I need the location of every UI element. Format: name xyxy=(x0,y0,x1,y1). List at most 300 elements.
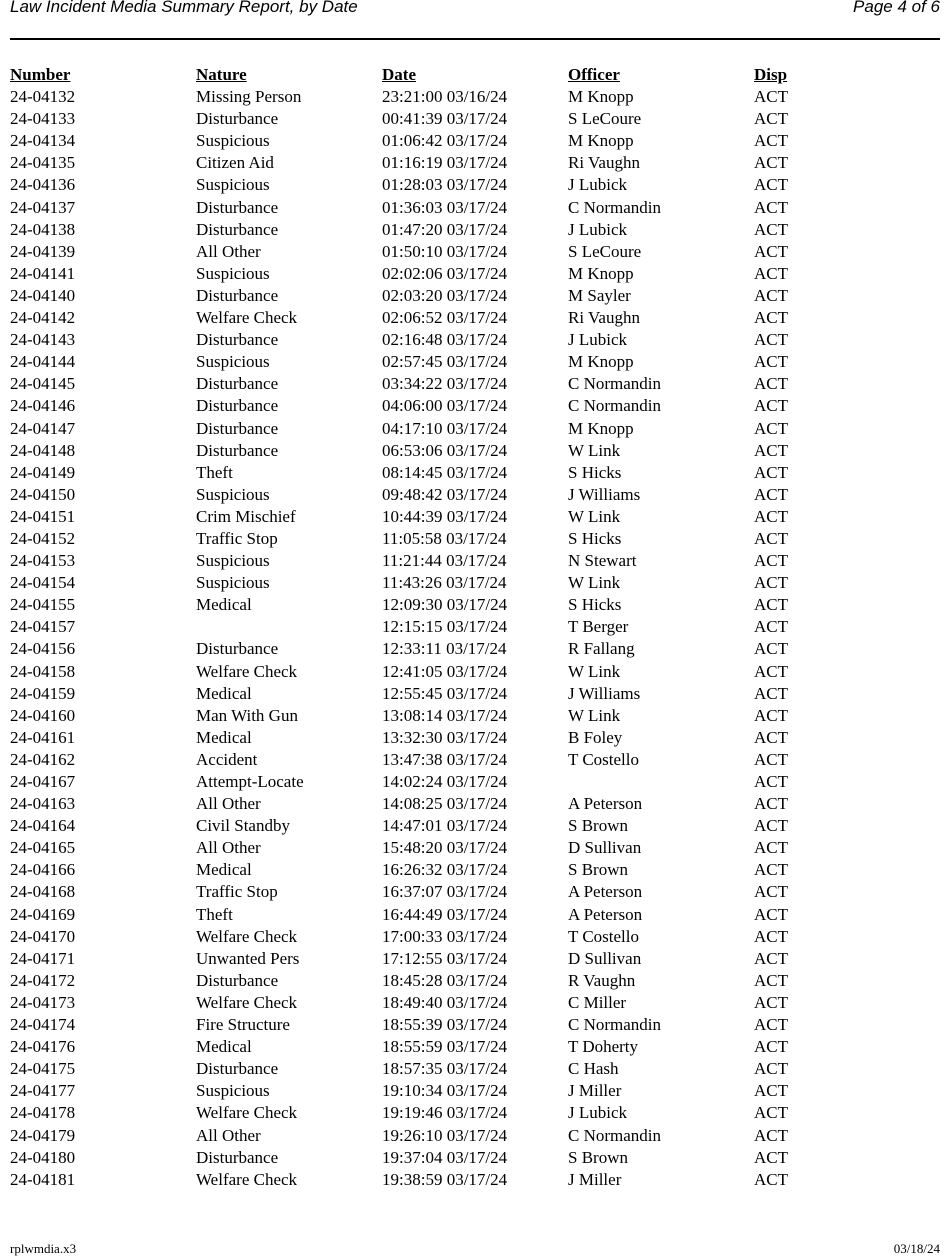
incident-number-cell: 24-04165 xyxy=(10,838,76,858)
date-time-cell: 11:43:26 03/17/24 xyxy=(382,573,507,593)
header-rule xyxy=(10,38,940,40)
table-row xyxy=(10,285,940,307)
incident-number-cell: 24-04180 xyxy=(10,1147,76,1167)
column-header-nature: Nature xyxy=(196,65,247,84)
nature-cell: Suspicious xyxy=(196,131,270,151)
disposition-cell: ACT xyxy=(754,1081,788,1101)
nature-cell: Suspicious xyxy=(196,573,270,593)
table-row xyxy=(10,859,940,881)
nature-cell: Suspicious xyxy=(196,484,270,504)
nature-cell: Traffic Stop xyxy=(196,882,278,902)
nature-cell: Disturbance xyxy=(196,219,279,239)
table-row xyxy=(10,815,940,837)
incident-number-cell: 24-04161 xyxy=(10,727,76,747)
officer-cell: S Brown xyxy=(568,816,628,836)
disposition-cell: ACT xyxy=(754,219,788,239)
disposition-cell: ACT xyxy=(754,528,788,548)
incident-number-cell: 24-04154 xyxy=(10,573,76,593)
officer-cell: J Miller xyxy=(568,1081,622,1101)
officer-cell: C Hash xyxy=(568,1059,619,1079)
incident-number-cell: 24-04164 xyxy=(10,816,76,836)
table-row xyxy=(10,1147,940,1169)
table-row xyxy=(10,904,940,926)
officer-cell: W Link xyxy=(568,705,621,725)
date-time-cell: 18:49:40 03/17/24 xyxy=(382,992,508,1012)
nature-cell: Crim Mischief xyxy=(196,506,296,526)
disposition-cell: ACT xyxy=(754,440,788,460)
incident-number-cell: 24-04135 xyxy=(10,153,76,173)
disposition-cell: ACT xyxy=(754,506,788,526)
disposition-cell: ACT xyxy=(754,926,788,946)
table-row xyxy=(10,705,940,727)
officer-cell: C Normandin xyxy=(568,1125,662,1145)
incident-number-cell: 24-04168 xyxy=(10,882,76,902)
incident-number-cell: 24-04175 xyxy=(10,1059,76,1079)
officer-cell: R Vaughn xyxy=(568,970,636,990)
disposition-cell: ACT xyxy=(754,772,788,791)
incident-number-cell: 24-04153 xyxy=(10,551,76,571)
disposition-cell: ACT xyxy=(754,617,788,637)
date-time-cell: 09:48:42 03/17/24 xyxy=(382,484,508,504)
table-row xyxy=(10,1102,940,1124)
nature-cell: Medical xyxy=(196,860,252,880)
nature-cell: Medical xyxy=(196,727,252,747)
officer-cell: W Link xyxy=(568,573,621,593)
table-row xyxy=(10,616,940,638)
date-time-cell: 11:21:44 03/17/24 xyxy=(382,551,507,571)
date-time-cell: 02:57:45 03/17/24 xyxy=(382,352,508,372)
date-time-cell: 14:02:24 03/17/24 xyxy=(382,772,508,791)
date-time-cell: 02:03:20 03/17/24 xyxy=(382,285,508,305)
nature-cell: Welfare Check xyxy=(196,926,298,946)
table-row xyxy=(10,174,940,196)
incident-number-cell: 24-04167 xyxy=(10,772,76,791)
incident-number-cell: 24-04142 xyxy=(10,308,76,328)
table-row xyxy=(10,395,940,417)
date-time-cell: 12:33:11 03/17/24 xyxy=(382,639,507,659)
officer-cell: C Normandin xyxy=(568,197,662,217)
date-time-cell: 11:05:58 03/17/24 xyxy=(382,528,507,548)
incident-table xyxy=(10,64,940,1191)
disposition-cell: ACT xyxy=(754,352,788,372)
nature-cell: Medical xyxy=(196,595,252,615)
table-row xyxy=(10,1080,940,1102)
incident-number-cell: 24-04132 xyxy=(10,87,76,107)
table-row xyxy=(10,241,940,263)
table-row xyxy=(10,351,940,373)
nature-cell: Disturbance xyxy=(196,330,279,350)
incident-number-cell: 24-04157 xyxy=(10,617,76,637)
date-time-cell: 03:34:22 03/17/24 xyxy=(382,374,508,394)
officer-cell: W Link xyxy=(568,440,621,460)
incident-number-cell: 24-04146 xyxy=(10,396,76,416)
nature-cell: Suspicious xyxy=(196,263,270,283)
nature-cell: Disturbance xyxy=(196,396,279,416)
nature-cell: Welfare Check xyxy=(196,1103,298,1123)
disposition-cell: ACT xyxy=(754,882,788,902)
disposition-cell: ACT xyxy=(754,1103,788,1123)
date-time-cell: 12:55:45 03/17/24 xyxy=(382,683,508,703)
disposition-cell: ACT xyxy=(754,153,788,173)
date-time-cell: 15:48:20 03/17/24 xyxy=(382,838,508,858)
table-row xyxy=(10,594,940,616)
table-row xyxy=(10,373,940,395)
date-time-cell: 00:41:39 03/17/24 xyxy=(382,109,508,129)
date-time-cell: 13:47:38 03/17/24 xyxy=(382,749,508,769)
officer-cell: W Link xyxy=(568,506,621,526)
table-row xyxy=(10,638,940,660)
table-row xyxy=(10,881,940,903)
table-row xyxy=(10,130,940,152)
incident-number-cell: 24-04137 xyxy=(10,197,76,217)
table-row xyxy=(10,771,940,793)
nature-cell: Fire Structure xyxy=(196,1015,290,1035)
officer-cell: J Williams xyxy=(568,683,641,703)
incident-number-cell: 24-04141 xyxy=(10,263,76,283)
incident-number-cell: 24-04138 xyxy=(10,219,76,239)
incident-number-cell: 24-04174 xyxy=(10,1015,76,1035)
incident-number-cell: 24-04151 xyxy=(10,506,76,526)
officer-cell: C Normandin xyxy=(568,1015,662,1035)
date-time-cell: 16:37:07 03/17/24 xyxy=(382,882,508,902)
nature-cell: Medical xyxy=(196,683,252,703)
officer-cell: A Peterson xyxy=(568,882,643,902)
nature-cell: Welfare Check xyxy=(196,308,298,328)
disposition-cell: ACT xyxy=(754,551,788,571)
incident-number-cell: 24-04163 xyxy=(10,794,76,814)
officer-cell: J Miller xyxy=(568,1169,622,1189)
incident-number-cell: 24-04177 xyxy=(10,1081,76,1101)
disposition-cell: ACT xyxy=(754,1169,788,1189)
nature-cell: All Other xyxy=(196,1125,261,1145)
table-row xyxy=(10,749,940,771)
incident-number-cell: 24-04156 xyxy=(10,639,76,659)
officer-cell: J Lubick xyxy=(568,175,628,195)
table-row xyxy=(10,1169,940,1191)
table-row xyxy=(10,418,940,440)
table-row xyxy=(10,992,940,1014)
table-row xyxy=(10,1125,940,1147)
nature-cell: Welfare Check xyxy=(196,1169,298,1189)
table-row xyxy=(10,970,940,992)
table-row xyxy=(10,837,940,859)
table-row xyxy=(10,219,940,241)
disposition-cell: ACT xyxy=(754,749,788,769)
nature-cell: Disturbance xyxy=(196,197,279,217)
nature-cell: Welfare Check xyxy=(196,661,298,681)
incident-number-cell: 24-04178 xyxy=(10,1103,76,1123)
disposition-cell: ACT xyxy=(754,1059,788,1079)
incident-number-cell: 24-04162 xyxy=(10,749,76,769)
incident-number-cell: 24-04166 xyxy=(10,860,76,880)
date-time-cell: 01:47:20 03/17/24 xyxy=(382,219,508,239)
nature-cell: Civil Standby xyxy=(196,816,290,836)
incident-number-cell: 24-04143 xyxy=(10,330,76,350)
nature-cell: Disturbance xyxy=(196,418,279,438)
officer-cell: C Miller xyxy=(568,992,627,1012)
officer-cell: A Peterson xyxy=(568,794,643,814)
date-time-cell: 18:55:59 03/17/24 xyxy=(382,1037,508,1057)
date-time-cell: 23:21:00 03/16/24 xyxy=(382,87,508,107)
officer-cell: J Lubick xyxy=(568,219,628,239)
officer-cell: S Hicks xyxy=(568,528,622,548)
disposition-cell: ACT xyxy=(754,1125,788,1145)
incident-number-cell: 24-04179 xyxy=(10,1125,76,1145)
disposition-cell: ACT xyxy=(754,1037,788,1057)
date-time-cell: 19:10:34 03/17/24 xyxy=(382,1081,508,1101)
date-time-cell: 12:15:15 03/17/24 xyxy=(382,617,508,637)
date-time-cell: 18:57:35 03/17/24 xyxy=(382,1059,508,1079)
disposition-cell: ACT xyxy=(754,197,788,217)
disposition-cell: ACT xyxy=(754,727,788,747)
table-header-row xyxy=(10,64,940,86)
incident-number-cell: 24-04158 xyxy=(10,661,76,681)
officer-cell: M Knopp xyxy=(568,418,634,438)
nature-cell: Disturbance xyxy=(196,1059,279,1079)
disposition-cell: ACT xyxy=(754,308,788,328)
table-row xyxy=(10,263,940,285)
table-row xyxy=(10,1036,940,1058)
disposition-cell: ACT xyxy=(754,595,788,615)
nature-cell: Disturbance xyxy=(196,1147,279,1167)
date-time-cell: 01:16:19 03/17/24 xyxy=(382,153,508,173)
nature-cell: Unwanted Pers xyxy=(196,948,300,968)
table-row xyxy=(10,727,940,749)
table-row xyxy=(10,86,940,108)
disposition-cell: ACT xyxy=(754,794,788,814)
incident-number-cell: 24-04159 xyxy=(10,683,76,703)
disposition-cell: ACT xyxy=(754,131,788,151)
disposition-cell: ACT xyxy=(754,87,788,107)
nature-cell: Suspicious xyxy=(196,352,270,372)
officer-cell: W Link xyxy=(568,661,621,681)
nature-cell: Welfare Check xyxy=(196,992,298,1012)
nature-cell: Disturbance xyxy=(196,440,279,460)
footer-print-date: 03/18/24 xyxy=(893,1241,940,1256)
disposition-cell: ACT xyxy=(754,1147,788,1167)
disposition-cell: ACT xyxy=(754,241,788,261)
date-time-cell: 16:44:49 03/17/24 xyxy=(382,904,508,924)
table-row xyxy=(10,329,940,351)
nature-cell: Citizen Aid xyxy=(196,153,274,173)
disposition-cell: ACT xyxy=(754,462,788,482)
disposition-cell: ACT xyxy=(754,396,788,416)
column-header-disp: Disp xyxy=(754,65,788,84)
date-time-cell: 14:08:25 03/17/24 xyxy=(382,794,508,814)
disposition-cell: ACT xyxy=(754,418,788,438)
nature-cell: Attempt-Locate xyxy=(196,772,304,791)
date-time-cell: 19:37:04 03/17/24 xyxy=(382,1147,508,1167)
disposition-cell: ACT xyxy=(754,683,788,703)
nature-cell: Suspicious xyxy=(196,175,270,195)
disposition-cell: ACT xyxy=(754,285,788,305)
officer-cell: S LeCoure xyxy=(568,241,642,261)
disposition-cell: ACT xyxy=(754,661,788,681)
officer-cell: S Hicks xyxy=(568,595,622,615)
officer-cell: M Knopp xyxy=(568,87,634,107)
disposition-cell: ACT xyxy=(754,175,788,195)
nature-cell: Traffic Stop xyxy=(196,528,278,548)
disposition-cell: ACT xyxy=(754,484,788,504)
disposition-cell: ACT xyxy=(754,904,788,924)
report-title: Law Incident Media Summary Report, by Date xyxy=(10,0,358,16)
incident-number-cell: 24-04160 xyxy=(10,705,76,725)
officer-cell: T Berger xyxy=(568,617,629,637)
table-row xyxy=(10,661,940,683)
incident-number-cell: 24-04148 xyxy=(10,440,76,460)
incident-number-cell: 24-04181 xyxy=(10,1169,76,1189)
table-row xyxy=(10,550,940,572)
date-time-cell: 19:19:46 03/17/24 xyxy=(382,1103,508,1123)
officer-cell: Ri Vaughn xyxy=(568,153,640,173)
table-row xyxy=(10,1014,940,1036)
officer-cell: T Costello xyxy=(568,749,639,769)
table-row xyxy=(10,197,940,219)
officer-cell: D Sullivan xyxy=(568,838,642,858)
date-time-cell: 12:41:05 03/17/24 xyxy=(382,661,508,681)
officer-cell: T Doherty xyxy=(568,1037,639,1057)
disposition-cell: ACT xyxy=(754,816,788,836)
table-row xyxy=(10,462,940,484)
nature-cell: Disturbance xyxy=(196,285,279,305)
nature-cell: All Other xyxy=(196,838,261,858)
officer-cell: C Normandin xyxy=(568,374,662,394)
report-header xyxy=(0,0,950,20)
table-row xyxy=(10,683,940,705)
incident-number-cell: 24-04171 xyxy=(10,948,76,968)
date-time-cell: 02:16:48 03/17/24 xyxy=(382,330,508,350)
incident-number-cell: 24-04149 xyxy=(10,462,76,482)
incident-number-cell: 24-04136 xyxy=(10,175,76,195)
officer-cell: C Normandin xyxy=(568,396,662,416)
incident-number-cell: 24-04152 xyxy=(10,528,76,548)
disposition-cell: ACT xyxy=(754,330,788,350)
incident-number-cell: 24-04147 xyxy=(10,418,76,438)
nature-cell: Disturbance xyxy=(196,109,279,129)
date-time-cell: 02:02:06 03/17/24 xyxy=(382,263,508,283)
incident-number-cell: 24-04170 xyxy=(10,926,76,946)
table-row xyxy=(10,528,940,550)
date-time-cell: 01:50:10 03/17/24 xyxy=(382,241,508,261)
column-header-number: Number xyxy=(10,65,71,84)
table-row xyxy=(10,440,940,462)
disposition-cell: ACT xyxy=(754,573,788,593)
date-time-cell: 10:44:39 03/17/24 xyxy=(382,506,508,526)
incident-number-cell: 24-04133 xyxy=(10,109,76,129)
table-row xyxy=(10,572,940,594)
nature-cell: Disturbance xyxy=(196,639,279,659)
officer-cell: S Hicks xyxy=(568,462,622,482)
table-row xyxy=(10,793,940,815)
disposition-cell: ACT xyxy=(754,263,788,283)
nature-cell: Theft xyxy=(196,904,233,924)
officer-cell: S LeCoure xyxy=(568,109,642,129)
date-time-cell: 17:00:33 03/17/24 xyxy=(382,926,508,946)
officer-cell: J Lubick xyxy=(568,1103,628,1123)
officer-cell: B Foley xyxy=(568,727,623,747)
incident-number-cell: 24-04139 xyxy=(10,241,76,261)
column-header-officer: Officer xyxy=(568,65,620,84)
officer-cell: R Fallang xyxy=(568,639,635,659)
officer-cell: S Brown xyxy=(568,1147,628,1167)
table-row xyxy=(10,926,940,948)
date-time-cell: 13:08:14 03/17/24 xyxy=(382,705,508,725)
table-row xyxy=(10,506,940,528)
officer-cell: J Lubick xyxy=(568,330,628,350)
incident-number-cell: 24-04176 xyxy=(10,1037,76,1057)
date-time-cell: 06:53:06 03/17/24 xyxy=(382,440,508,460)
officer-cell: M Knopp xyxy=(568,131,634,151)
nature-cell: Suspicious xyxy=(196,1081,270,1101)
table-row xyxy=(10,948,940,970)
officer-cell: T Costello xyxy=(568,926,639,946)
nature-cell: Medical xyxy=(196,1037,252,1057)
date-time-cell: 18:45:28 03/17/24 xyxy=(382,970,508,990)
disposition-cell: ACT xyxy=(754,970,788,990)
officer-cell: N Stewart xyxy=(568,551,637,571)
officer-cell: D Sullivan xyxy=(568,948,642,968)
nature-cell: Disturbance xyxy=(196,374,279,394)
incident-number-cell: 24-04145 xyxy=(10,374,76,394)
officer-cell: A Peterson xyxy=(568,904,643,924)
nature-cell: All Other xyxy=(196,794,261,814)
nature-cell: Missing Person xyxy=(196,87,302,107)
disposition-cell: ACT xyxy=(754,639,788,659)
date-time-cell: 18:55:39 03/17/24 xyxy=(382,1015,508,1035)
date-time-cell: 01:28:03 03/17/24 xyxy=(382,175,508,195)
date-time-cell: 13:32:30 03/17/24 xyxy=(382,727,508,747)
officer-cell: J Williams xyxy=(568,484,641,504)
incident-number-cell: 24-04134 xyxy=(10,131,76,151)
date-time-cell: 04:17:10 03/17/24 xyxy=(382,418,508,438)
nature-cell: Man With Gun xyxy=(196,705,298,725)
date-time-cell: 16:26:32 03/17/24 xyxy=(382,860,508,880)
nature-cell: Suspicious xyxy=(196,551,270,571)
incident-number-cell: 24-04144 xyxy=(10,352,76,372)
table-row xyxy=(10,1058,940,1080)
disposition-cell: ACT xyxy=(754,109,788,129)
disposition-cell: ACT xyxy=(754,948,788,968)
officer-cell: Ri Vaughn xyxy=(568,308,640,328)
date-time-cell: 01:06:42 03/17/24 xyxy=(382,131,508,151)
nature-cell: Theft xyxy=(196,462,233,482)
table-row xyxy=(10,484,940,506)
incident-number-cell: 24-04155 xyxy=(10,595,76,615)
nature-cell: Disturbance xyxy=(196,970,279,990)
incident-number-cell: 24-04169 xyxy=(10,904,76,924)
disposition-cell: ACT xyxy=(754,838,788,858)
nature-cell: Accident xyxy=(196,749,258,769)
table-row xyxy=(10,108,940,130)
footer-report-id: rplwmdia.x3 xyxy=(10,1241,77,1256)
disposition-cell: ACT xyxy=(754,705,788,725)
date-time-cell: 12:09:30 03/17/24 xyxy=(382,595,508,615)
incident-number-cell: 24-04140 xyxy=(10,285,76,305)
date-time-cell: 17:12:55 03/17/24 xyxy=(382,948,508,968)
table-row xyxy=(10,152,940,174)
page-indicator: Page 4 of 6 xyxy=(853,0,940,16)
date-time-cell: 01:36:03 03/17/24 xyxy=(382,197,508,217)
disposition-cell: ACT xyxy=(754,860,788,880)
officer-cell: S Brown xyxy=(568,860,628,880)
date-time-cell: 19:26:10 03/17/24 xyxy=(382,1125,508,1145)
incident-number-cell: 24-04172 xyxy=(10,970,76,990)
column-header-date: Date xyxy=(382,65,416,84)
date-time-cell: 04:06:00 03/17/24 xyxy=(382,396,508,416)
disposition-cell: ACT xyxy=(754,374,788,394)
officer-cell: M Knopp xyxy=(568,263,634,283)
nature-cell: All Other xyxy=(196,241,261,261)
